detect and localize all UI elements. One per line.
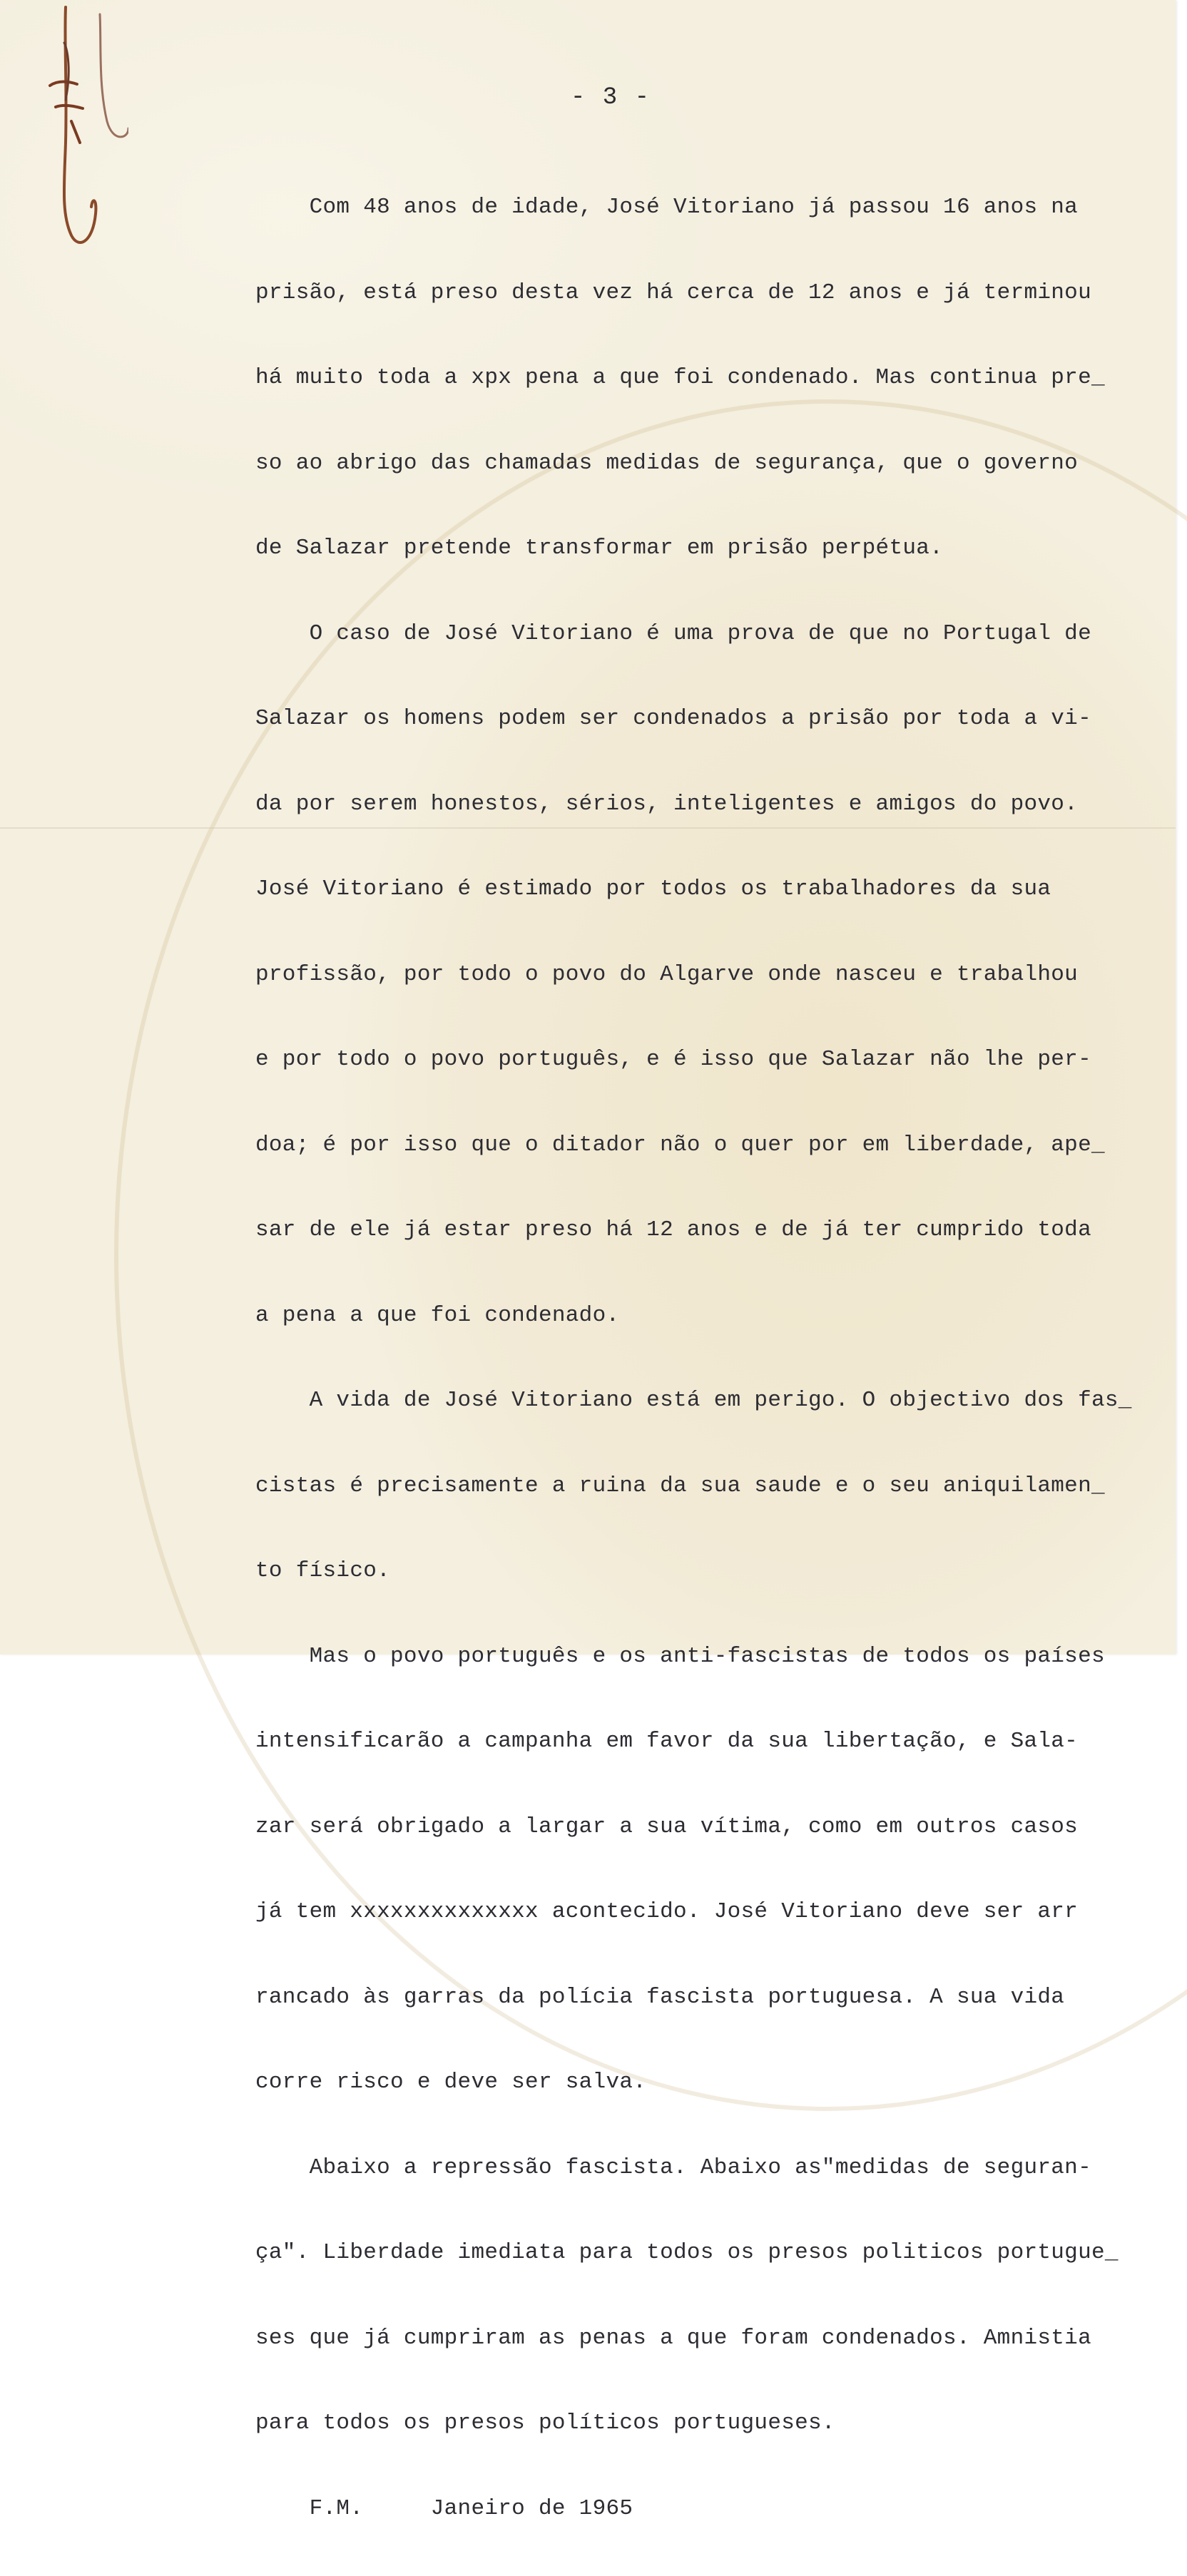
- typed-text-body: [255, 140, 1161, 2576]
- page-number: - 3 -: [571, 84, 651, 111]
- text-line: de Salazar pretende transformar em prisão perpétua.: [255, 536, 944, 561]
- text-line: zar será obrigado a largar a sua vítima, como em outros casos: [255, 1814, 1079, 1839]
- text-line: so ao abrigo das chamadas medidas de segurança, que o governo: [255, 450, 1079, 476]
- text-line: Com 48 anos de idade, José Vitoriano já passou 16 anos na: [255, 195, 1079, 220]
- text-line: doa; é por isso que o ditador não o quer por em liberdade, ape_: [255, 1132, 1105, 1157]
- text-line: Abaixo a repressão fascista. Abaixo as"medidas de seguran-: [255, 2155, 1091, 2180]
- text-line: F.M. Janeiro de 1965: [255, 2495, 633, 2521]
- text-line: ça". Liberdade imediata para todos os presos politicos portugue_: [255, 2240, 1119, 2265]
- text-line: a pena a que foi condenado.: [255, 1302, 620, 1328]
- text-line: para todos os presos políticos portugueses.: [255, 2411, 835, 2436]
- text-line: José Vitoriano é estimado por todos os trabalhadores da sua: [255, 876, 1051, 901]
- text-line: prisão, está preso desta vez há cerca de 12 anos e já terminou: [255, 280, 1091, 305]
- handwritten-mark-icon: [21, 0, 128, 257]
- text-line: corre risco e deve ser salva.: [255, 2070, 647, 2095]
- text-line: já tem xxxxxxxxxxxxxx acontecido. José Vitoriano deve ser arr: [255, 1899, 1079, 1924]
- text-line: intensificarão a campanha em favor da sua libertação, e Sala-: [255, 1729, 1079, 1754]
- text-line: profissão, por todo o povo do Algarve onde nasceu e trabalhou: [255, 961, 1079, 987]
- text-line: to físico.: [255, 1558, 391, 1583]
- text-line: ses que já cumpriram as penas a que foram condenados. Amnistia: [255, 2325, 1091, 2351]
- text-line: sar de ele já estar preso há 12 anos e de já ter cumprido toda: [255, 1217, 1091, 1242]
- text-line: cistas é precisamente a ruina da sua saude e o seu aniquilamen_: [255, 1473, 1105, 1498]
- text-line: A vida de José Vitoriano está em perigo. O objectivo dos fas_: [255, 1388, 1132, 1413]
- text-line: Mas o povo português e os anti-fascistas de todos os países: [255, 1643, 1105, 1669]
- text-line: Salazar os homens podem ser condenados a prisão por toda a vi-: [255, 706, 1091, 731]
- text-line: rancado às garras da polícia fascista portuguesa. A sua vida: [255, 1984, 1065, 2010]
- text-line: há muito toda a xpx pena a que foi condenado. Mas continua pre_: [255, 365, 1105, 390]
- text-line: O caso de José Vitoriano é uma prova de que no Portugal de: [255, 620, 1091, 646]
- text-line: da por serem honestos, sérios, inteligentes e amigos do povo.: [255, 791, 1079, 817]
- text-line: e por todo o povo português, e é isso que Salazar não lhe per-: [255, 1047, 1091, 1072]
